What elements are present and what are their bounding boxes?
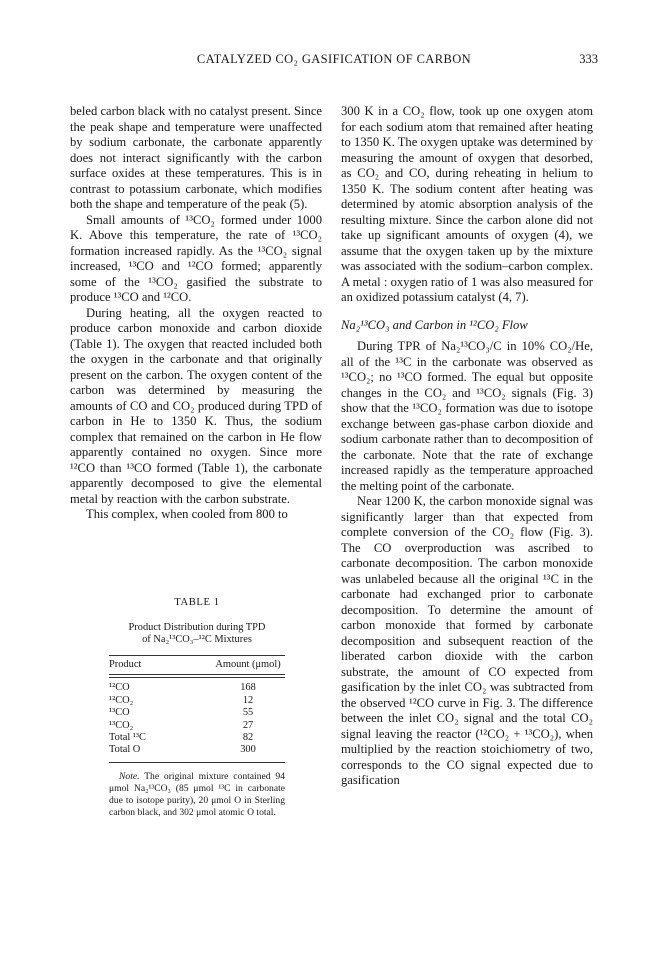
paragraph: This complex, when cooled from 800 to xyxy=(86,507,288,521)
paragraph: Small amounts of ¹³CO₂ formed under 1000 K. Above this temperature, the rate of ¹³CO₂ formation increased rapidly. As the ¹³CO₂ signal increased, ¹³CO and ¹²CO formed; apparently some of the ¹³CO₂ gasified the substrate to produce ¹³CO and ¹²CO. xyxy=(70,212,322,304)
page-number: 333 xyxy=(579,52,598,66)
running-title: CATALYZED CO₂ GASIFICATION OF CARBON xyxy=(196,52,472,66)
table-row xyxy=(109,695,285,707)
left-column xyxy=(70,104,322,523)
amount-cell: 55 xyxy=(242,707,254,719)
column-header: Product xyxy=(109,658,142,670)
amount-cell: 168 xyxy=(240,682,256,694)
table-row xyxy=(109,744,285,761)
paragraph: During heating, all the oxygen reacted to produce carbon monoxide and carbon dioxide (Table 1). The oxygen that reacted included both the oxygen in the carbonate and that originally present on the carbon. The oxygen content of the carbon was determined by measuring the amounts of CO and CO₂ produced during TPD of carbon in He to 1350 K. Thus, the sodium complex that remained on the carbon in He flow apparently contained no oxygen. Since more ¹²CO than ¹³CO formed (Table 1), the carbonate apparently decomposed to give the elemental metal by reaction with the carbon substrate. xyxy=(70,305,322,506)
table-caption-line: Product Distribution during TPD xyxy=(128,621,266,633)
paragraph: During TPR of Na₂¹³CO₃/C in 10% CO₂/He, all of the ¹³C in the carbonate was observed as ¹³CO₂; no ¹³CO formed. The equal but opposite changes in the CO₂ and ¹³CO₂ signals (Fig. 3) show that the ¹³CO₂ formation was due to isotope exchange between gas-phase carbon dioxide and sodium carbonate rather than to decomposition of the carbonate. Note that the rate of exchange increased rapidly as the temperature approached the melting point of the carbonate. xyxy=(341,339,593,493)
paragraph: 300 K in a CO₂ flow, took up one oxygen atom for each sodium atom that remained after heating to 1350 K. The oxygen uptake was determined by measuring the amount of oxygen that desorbed, as CO₂ and CO, during reheating in helium to 1350 K. The sodium content after heating was determined by atomic absorption analysis of the resulting mixture. Since the carbon alone did not take up significant amounts of oxygen (4), we assume that the oxygen taken up by the mixture was associated with the sodium–carbon complex. A metal : oxygen ratio of 1 was also measured for an oxidized potassium catalyst (4, 7). xyxy=(341,104,593,304)
amount-cell: 27 xyxy=(242,719,254,731)
product-cell: ¹³CO₂ xyxy=(109,719,134,731)
table-bottom-rule xyxy=(109,762,285,763)
column-header: Amount (μmol) xyxy=(215,658,281,670)
product-cell: ¹²CO₂ xyxy=(109,694,134,706)
product-cell: ¹³CO xyxy=(109,707,130,719)
table-title: TABLE 1 xyxy=(174,597,220,608)
table-note-text: The original mixture contained 94 μmol Na₂¹³CO₃ (85 μmol ¹³C in carbonate due to isotope purity), 20 μmol O in Sterling carbon black, and 302 μmol atomic O total. xyxy=(109,770,285,818)
amount-cell: 12 xyxy=(242,694,254,706)
amount-cell: 300 xyxy=(240,744,256,756)
right-column xyxy=(341,104,593,789)
section-heading: Na₂¹³CO₃ and Carbon in ¹²CO₂ Flow xyxy=(341,317,528,332)
paragraph: Near 1200 K, the carbon monoxide signal was significantly larger than that expected from complete conversion of the CO₂ flow (Fig. 3). The CO overproduction was ascribed to carbonate decomposition. The carbon monoxide was unlabeled because all the original ¹³C in the carbonate had exchanged prior to carbonate decomposition. To determine the amount of carbon monoxide that formed by carbonate decomposition and subsequent reaction of the liberated carbon dioxide with the carbon substrate, the amount of CO expected from gasification by the inlet CO₂ was subtracted from the observed ¹²CO curve in Fig. 3. The difference between the inlet CO₂ signal and the total CO₂ signal leaving the reactor (¹²CO₂ + ¹³CO₂), when multiplied by the reaction stoichiometry of two, corresponds to the CO signal expected due to gasification xyxy=(341,494,593,787)
table-row xyxy=(109,720,285,732)
product-distribution-table xyxy=(109,656,285,675)
table-row xyxy=(109,732,285,744)
running-header xyxy=(68,52,600,72)
product-cell: ¹²CO xyxy=(109,682,130,694)
table-header-row xyxy=(109,656,285,675)
table-note-label: Note. xyxy=(119,770,140,782)
table-caption xyxy=(109,622,285,647)
table-1 xyxy=(109,597,285,819)
product-distribution-table-body xyxy=(109,678,285,761)
table-header-rule xyxy=(109,674,285,675)
product-cell: Total O xyxy=(109,744,141,756)
amount-cell: 82 xyxy=(242,732,254,743)
table-note xyxy=(109,771,285,819)
table-row xyxy=(109,678,285,694)
product-cell: Total ¹³C xyxy=(109,732,146,743)
paragraph: beled carbon black with no catalyst present. Since the peak shape and temperature were unaffected by sodium carbonate, the carbonate apparently does not interact significantly with the carbon surface oxides at these temperatures. This is in contrast to potassium carbonate, which modifies both the shape and temperature of the peak (5). xyxy=(70,104,322,211)
table-caption-line: of Na₂¹³CO₃–¹²C Mixtures xyxy=(142,634,252,646)
table-row xyxy=(109,707,285,719)
